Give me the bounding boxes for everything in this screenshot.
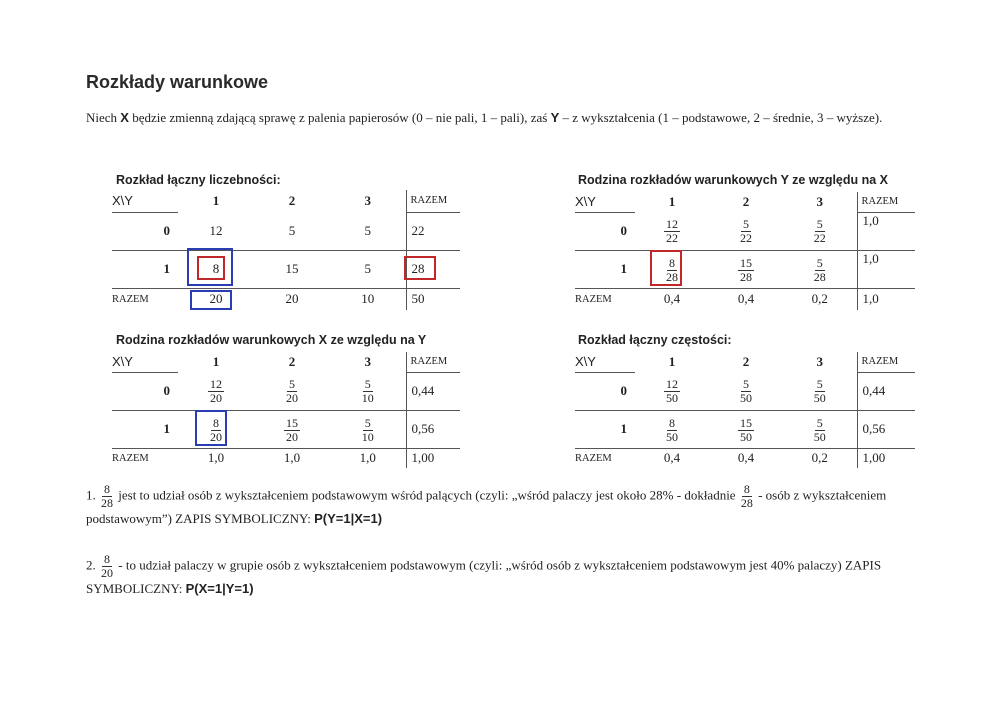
- row-total: 1,0: [857, 250, 915, 288]
- grand-total: 1,0: [857, 288, 915, 310]
- totals-row: [112, 288, 460, 310]
- fraction: [739, 483, 755, 510]
- numerator: 15: [740, 415, 752, 430]
- grand-total: 1,00: [406, 448, 460, 468]
- denominator: 20: [101, 566, 113, 580]
- note-text: - to udział palaczy w grupie osób z wykształceniem podstawowym (czyli: „wśród osób z wykształceniem podstawowym jest 40% palaczy) ZAPIS SYMBOLICZNY:: [86, 557, 882, 596]
- fraction: [812, 417, 828, 444]
- corner-label: X\Y: [112, 190, 178, 212]
- denominator: 50: [813, 429, 826, 444]
- cell: [330, 372, 406, 410]
- col-total: 1,0: [359, 450, 376, 466]
- cell: [635, 410, 709, 448]
- fraction: [812, 378, 828, 405]
- row-total: 0,56: [857, 410, 915, 448]
- fraction: [664, 417, 680, 444]
- fraction: [812, 218, 828, 245]
- denominator: 20: [210, 391, 222, 406]
- col-header: 3: [816, 354, 823, 369]
- row-total: 0,44: [857, 372, 915, 410]
- numerator: 8: [743, 482, 750, 496]
- corner-label: X\Y: [112, 352, 178, 372]
- fraction: [664, 218, 680, 245]
- note-text: jest to udział osób z wykształceniem podstawowym wśród palących (czyli: „wśród palaczy jest około 28% - dokładnie: [115, 487, 739, 503]
- numerator: 15: [286, 415, 298, 430]
- grand-total: 50: [406, 288, 460, 310]
- numerator: 5: [816, 415, 823, 430]
- row-label: 0: [575, 372, 635, 410]
- row-label: 0: [575, 212, 635, 250]
- table-cond-y-given-x-title: Rodzina rozkładów warunkowych Y ze względu na X: [578, 173, 889, 187]
- note-number: 2.: [86, 557, 96, 573]
- denominator: 50: [666, 391, 678, 406]
- col-total: 20: [209, 291, 223, 307]
- page-title: Rozkłady warunkowe: [86, 72, 269, 92]
- note-1: [86, 483, 916, 528]
- col-header: 1: [212, 193, 220, 208]
- cell: [783, 410, 857, 448]
- corner-label: X\Y: [575, 192, 635, 212]
- cell: [330, 410, 406, 448]
- totals-row: [112, 448, 460, 468]
- fraction: [284, 417, 300, 444]
- fraction: [812, 257, 828, 284]
- fraction: [738, 378, 754, 405]
- denominator: 28: [101, 496, 113, 510]
- cell: 12: [178, 212, 254, 250]
- col-header: 1: [212, 354, 220, 369]
- col-header: 1: [668, 194, 676, 209]
- fraction: [738, 417, 754, 444]
- table-row: [112, 212, 460, 250]
- cell: [254, 410, 330, 448]
- variable-y: Y: [550, 110, 560, 125]
- numerator: 5: [364, 415, 371, 430]
- numerator: 5: [743, 217, 749, 232]
- fraction: [738, 257, 754, 284]
- numerator: 8: [104, 482, 110, 496]
- col-total: 0,4: [737, 291, 755, 307]
- variable-x: X: [120, 110, 129, 125]
- totals-row: [575, 288, 915, 310]
- table-cond-x-given-y-title: Rodzina rozkładów warunkowych X ze względu na Y: [116, 333, 427, 347]
- grand-total: 1,00: [857, 448, 915, 468]
- note-2: [86, 553, 916, 598]
- numerator: 8: [669, 415, 675, 430]
- row-total: 0,56: [406, 410, 460, 448]
- note-text: - osób z wykształceniem podstawowym”) ZAPIS SYMBOLICZNY:: [86, 487, 887, 526]
- row-total: 22: [406, 212, 460, 250]
- table-row: [112, 410, 460, 448]
- cell: 15: [254, 250, 330, 288]
- col-total: 0,4: [663, 291, 681, 307]
- cell: [783, 212, 857, 250]
- table-row: [575, 250, 915, 288]
- fraction: [284, 378, 300, 405]
- table-cond-y-given-x: [575, 192, 915, 310]
- highlight-box-blue: [195, 410, 227, 446]
- row-total: 1,0: [857, 212, 915, 250]
- denominator: 50: [740, 429, 752, 444]
- col-header: 3: [364, 193, 371, 208]
- intro-paragraph: [86, 110, 906, 126]
- cell: 5: [330, 250, 406, 288]
- highlight-box-blue: [190, 290, 232, 310]
- fraction: [208, 378, 224, 405]
- denominator: 50: [813, 391, 826, 406]
- denominator: 20: [210, 429, 222, 444]
- col-total: 0,2: [811, 291, 828, 307]
- cell: [635, 212, 709, 250]
- totals-label: RAZEM: [112, 293, 149, 305]
- table-joint-freq-title: Rozkład łączny częstości:: [578, 333, 732, 347]
- note-number: 1.: [86, 487, 96, 503]
- numerator: 12: [210, 377, 222, 392]
- numerator: 8: [104, 552, 110, 566]
- col-header: 2: [288, 354, 296, 369]
- denominator: 10: [361, 391, 374, 406]
- table-joint-counts: [112, 190, 460, 310]
- row-label: 1: [575, 250, 635, 288]
- denominator: 50: [666, 429, 678, 444]
- col-total: 0,2: [811, 450, 828, 466]
- col-total: 20: [285, 291, 299, 307]
- col-header: 2: [742, 354, 750, 369]
- intro-text-1: Niech: [86, 110, 121, 125]
- total-header: RAZEM: [857, 192, 915, 212]
- symbolic-notation: P(X=1|Y=1): [185, 581, 254, 596]
- totals-row: [575, 448, 915, 468]
- col-header: 1: [668, 354, 676, 369]
- highlight-box-red: [650, 250, 682, 286]
- totals-label: RAZEM: [575, 293, 612, 305]
- highlight-box-red: [197, 256, 225, 280]
- cell: [709, 212, 783, 250]
- cell: [178, 372, 254, 410]
- denominator: 28: [740, 269, 752, 284]
- totals-label: RAZEM: [575, 452, 612, 464]
- table-row: [575, 372, 915, 410]
- fraction: [99, 553, 115, 580]
- col-total: 10: [361, 291, 375, 307]
- cell: [709, 410, 783, 448]
- table-row: [575, 212, 915, 250]
- cell: 5: [330, 212, 406, 250]
- cell: [783, 250, 857, 288]
- table-row: [575, 410, 915, 448]
- numerator: 8: [213, 415, 219, 430]
- denominator: 28: [740, 496, 753, 510]
- fraction: [360, 417, 376, 444]
- numerator: 5: [816, 255, 823, 270]
- cell: [709, 372, 783, 410]
- table-cond-x-given-y: [112, 352, 460, 468]
- denominator: 28: [666, 269, 678, 284]
- denominator: 50: [740, 391, 752, 406]
- numerator: 5: [816, 377, 823, 392]
- numerator: 15: [740, 255, 752, 270]
- highlight-box-red: [404, 256, 436, 280]
- corner-label: X\Y: [575, 352, 635, 372]
- numerator: 5: [289, 377, 295, 392]
- denominator: 22: [813, 231, 826, 246]
- numerator: 8: [669, 255, 675, 270]
- total-header: RAZEM: [406, 352, 460, 372]
- numerator: 12: [666, 217, 678, 232]
- total-header: RAZEM: [406, 190, 460, 212]
- col-header: 3: [364, 354, 371, 369]
- denominator: 20: [286, 391, 298, 406]
- table-joint-freq: [575, 352, 915, 468]
- intro-text-2: będzie zmienną zdającą sprawę z palenia papierosów (0 – nie pali, 1 – pali), zaś: [128, 110, 551, 125]
- row-total: 28: [406, 250, 460, 288]
- cell: [635, 372, 709, 410]
- fraction: [360, 378, 376, 405]
- table-row: [112, 372, 460, 410]
- numerator: 5: [743, 377, 749, 392]
- denominator: 20: [286, 429, 298, 444]
- denominator: 28: [813, 269, 826, 284]
- col-header: 2: [288, 193, 296, 208]
- total-header: RAZEM: [857, 352, 915, 372]
- col-total: 0,4: [663, 450, 681, 466]
- col-header: 3: [816, 194, 823, 209]
- fraction: [99, 483, 115, 510]
- row-label: 1: [112, 410, 178, 448]
- cell: 8: [178, 250, 254, 288]
- numerator: 12: [666, 377, 678, 392]
- row-label: 1: [112, 250, 178, 288]
- cell: [254, 372, 330, 410]
- cell: 5: [254, 212, 330, 250]
- intro-text-3: – z wykształcenia (1 – podstawowe, 2 – średnie, 3 – wyższe).: [559, 110, 883, 125]
- fraction: [738, 218, 754, 245]
- cell: [709, 250, 783, 288]
- cell: [783, 372, 857, 410]
- table-joint-counts-title: Rozkład łączny liczebności:: [116, 173, 281, 187]
- fraction: [664, 378, 680, 405]
- col-total: 1,0: [283, 450, 301, 466]
- denominator: 22: [666, 231, 678, 246]
- col-total: 1,0: [207, 450, 225, 466]
- row-label: 0: [112, 212, 178, 250]
- symbolic-notation: P(Y=1|X=1): [314, 511, 383, 526]
- denominator: 10: [361, 429, 374, 444]
- denominator: 22: [740, 231, 752, 246]
- col-header: 2: [742, 194, 750, 209]
- row-label: 1: [575, 410, 635, 448]
- numerator: 5: [816, 217, 823, 232]
- totals-label: RAZEM: [112, 452, 149, 464]
- row-label: 0: [112, 372, 178, 410]
- numerator: 5: [364, 377, 371, 392]
- col-total: 0,4: [737, 450, 755, 466]
- row-total: 0,44: [406, 372, 460, 410]
